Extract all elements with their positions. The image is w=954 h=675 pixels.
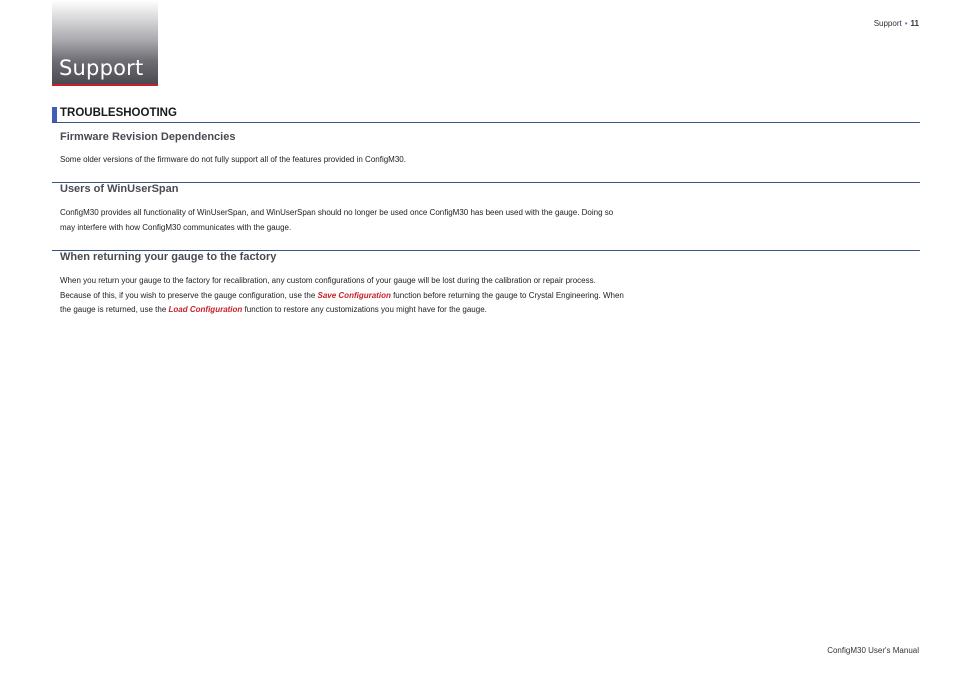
paragraph-line: Because of this, if you wish to preserve the gauge configuration, use the xyxy=(60,290,318,300)
load-configuration-link[interactable]: Load Configuration xyxy=(168,305,243,314)
subsection-title-returning: When returning your gauge to the factory xyxy=(60,251,277,263)
paragraph-line: function before returning the gauge to Crystal Engineering. When xyxy=(390,290,624,300)
page-number: 11 xyxy=(910,19,919,28)
paragraph-line: ConfigM30 provides all functionality of WinUserSpan, and WinUserSpan should no longer be used once ConfigM30 has been used with the gauge. Doing so xyxy=(60,208,614,217)
paragraph-winuserspan xyxy=(60,206,720,235)
page-footer: ConfigM30 User's Manual xyxy=(827,646,919,655)
save-configuration-link[interactable]: Save Configuration xyxy=(317,290,391,300)
chapter-tab xyxy=(52,0,158,86)
section-title: TROUBLESHOOTING xyxy=(60,107,177,119)
paragraph-line: may interfere with how ConfigM30 communicates with the gauge. xyxy=(60,222,292,232)
chapter-title: Support xyxy=(59,56,144,80)
header-section-label: Support xyxy=(873,19,902,28)
paragraph-returning xyxy=(60,274,720,318)
section-divider xyxy=(52,182,920,183)
paragraph-firmware xyxy=(60,153,720,168)
paragraph-text: Some older versions of the firmware do not fully support all of the features provided in ConfigM30. xyxy=(60,155,406,164)
section-heading xyxy=(52,107,920,123)
subsection-title-winuserspan: Users of WinUserSpan xyxy=(60,183,179,195)
paragraph-line: function to restore any customizations you might have for the gauge. xyxy=(242,305,487,314)
paragraph-line: the gauge is returned, use the xyxy=(60,305,169,314)
section-marker xyxy=(52,107,57,122)
bullet-icon: • xyxy=(904,19,908,28)
paragraph-line: When you return your gauge to the factory for recalibration, any custom configurations of your gauge will be lost during the calibration or repair process. xyxy=(60,276,596,285)
subsection-title-firmware: Firmware Revision Dependencies xyxy=(60,131,236,143)
page-header xyxy=(874,19,919,28)
